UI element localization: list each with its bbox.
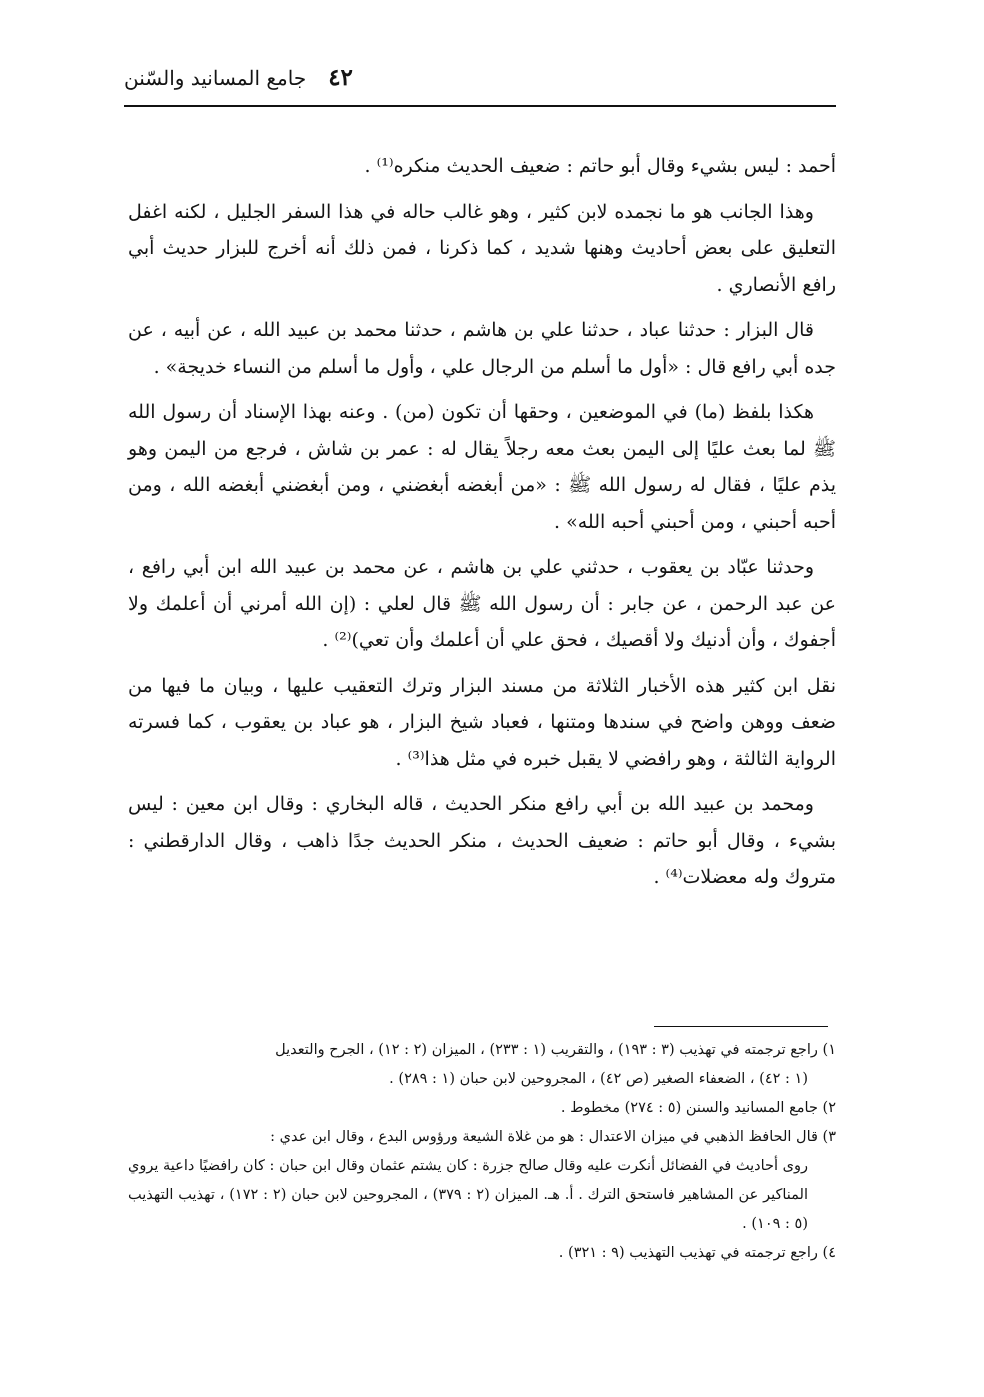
book-title: جامع المسانيد والسّنن [124,66,307,90]
footnote: ١) راجع ترجمته في تهذيب (٣ : ١٩٣) ، والتقريب (١ : ٢٣٣) ، الميزان (٢ : ١٢) ، الجرح والتعديل [275,1042,836,1058]
footnote: ٣) قال الحافظ الذهبي في ميزان الاعتدال : هو من غلاة الشيعة ورؤوس البدع ، وقال ابن عدي : [270,1129,836,1145]
footnote: ٤) راجع ترجمته في تهذيب التهذيب (٩ : ٣٢١) . [558,1245,836,1261]
paragraph: وهذا الجانب هو ما نجمده لابن كثير ، وهو غالب حاله في هذا السفر الجليل ، لكنه اغفل التعليق على بعض أحاديث وهنها شديد ، كما ذكرنا ، فمن ذلك أنه أخرج للبزار حديث أبي رافع الأنصاري . [128,200,836,296]
paragraph: نقل ابن كثير هذه الأخبار الثلاثة من مسند البزار وترك التعقيب عليها ، وبيان ما فيها من ضعف ووهن واضح في سندها ومتنها ، فعباد شيخ البزار ، هو عباد بن يعقوب ، كما فسرته الرواية الثالثة ، وهو رافضي لا يقبل خبره في مثل هذا⁽³⁾ . [128,674,836,770]
paragraph: هكذا بلفظ (ما) في الموضعين ، وحقها أن تكون (من) . وعنه بهذا الإسناد أن رسول الله ﷺ لما بعث عليًا إلى اليمن بعث معه رجلاً يقال له : عمر بن شاش ، فرجع من اليمن وهو يذم عليًا ، فقال له رسول الله ﷺ : «من أبغضه أبغضني ، ومن أبغضني أبغضه الله ، ومن أحبه أحبني ، ومن أحبني أحبه الله» . [128,401,836,533]
footnote-continuation: (١ : ٤٢) ، الضعفاء الصغير (ص ٤٢) ، المجروحين لابن حبان (١ : ٢٨٩) . [389,1071,808,1087]
paragraph: قال البزار : حدثنا عباد ، حدثنا علي بن هاشم ، حدثنا محمد بن عبيد الله ، عن أبيه ، عن جده أبي رافع قال : «أول ما أسلم من الرجال علي ، وأول ما أسلم من النساء خديجة» . [128,319,836,378]
footnote-separator [654,1026,828,1027]
paragraph: ومحمد بن عبيد الله بن أبي رافع منكر الحديث ، قاله البخاري : وقال ابن معين : ليس بشيء ، وقال أبو حاتم : ضعيف الحديث ، منكر الحديث جدًا ذاهب ، وقال الدارقطني : متروك وله معضلات⁽⁴⁾ . [128,793,836,888]
footnote: ٢) جامع المسانيد والسنن (٥ : ٢٧٤) مخطوط . [560,1100,836,1116]
running-header [124,64,836,91]
paragraph: أحمد : ليس بشيء وقال أبو حاتم : ضعيف الحديث منكره⁽¹⁾ . [364,155,836,177]
footnotes [128,1036,836,1268]
page-number: ٤٢ [328,64,353,91]
header-rule [124,105,836,107]
footnote-continuation: روى أحاديث في الفضائل أنكرت عليه وقال صالح جزرة : كان يشتم عثمان وقال ابن حبان : كان رافضيًا داعية يروي المناكير عن المشاهير فاستحق الترك . أ. هـ. الميزان (٢ : ٣٧٩) ، المجروحين لابن حبان (٢ : ١٧٢) ، تهذيب التهذيب (٥ : ١٠٩) . [128,1158,809,1232]
paragraph: وحدثنا عبّاد بن يعقوب ، حدثني علي بن هاشم ، عن محمد بن عبيد الله ابن أبي رافع ، عن عبد الرحمن ، عن جابر : أن رسول الله ﷺ قال لعلي : (إن الله أمرني أن أعلمك ولا أجفوك ، وأن أدنيك ولا أقصيك ، فحق علي أن أعلمك وأن تعي)⁽²⁾ . [128,556,836,651]
main-text [128,148,836,905]
